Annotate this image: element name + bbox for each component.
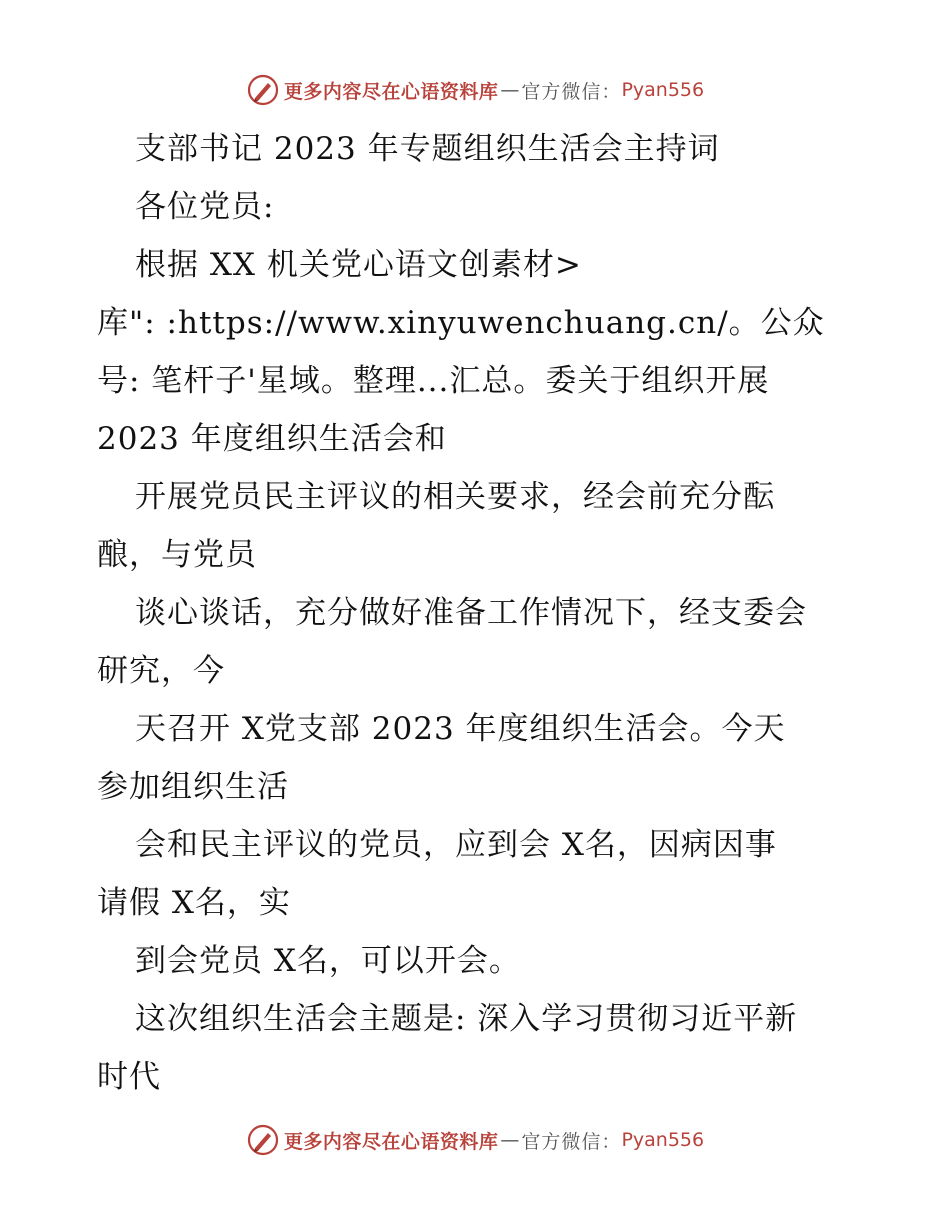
pen-logo-icon: [246, 1123, 280, 1157]
text-line: 库": :https://www.xinyuwenchuang.cn/。公众: [97, 305, 825, 341]
pen-logo-icon: [246, 73, 280, 107]
banner-dash: —: [500, 79, 520, 101]
text-line: 会和民主评议的党员，应到会 X名，因病因事: [135, 827, 777, 863]
banner-wechat-id: Pyan556: [621, 79, 705, 101]
banner-wechat-id: Pyan556: [621, 1129, 705, 1151]
text-line: 谈心谈话，充分做好准备工作情况下，经支委会: [135, 595, 807, 631]
document-body: [97, 120, 877, 1106]
text-line: 号: 笔杆子'星域。整理...汇总。委关于组织开展: [97, 363, 770, 399]
banner-title: 更多内容尽在心语资料库: [283, 1130, 499, 1153]
banner-wechat-label: 官方微信：: [521, 80, 622, 103]
banner-dash: —: [500, 1129, 520, 1151]
banner-title: 更多内容尽在心语资料库: [283, 80, 499, 103]
text-line: 研究，今: [97, 653, 225, 689]
text-line: 到会党员 X名，可以开会。: [135, 943, 521, 979]
text-line: 支部书记 2023 年专题组织生活会主持词: [135, 131, 720, 167]
text-line: 天召开 X党支部 2023 年度组织生活会。今天: [135, 711, 786, 747]
text-line: 2023 年度组织生活会和: [97, 421, 447, 457]
banner-wechat-label: 官方微信：: [521, 1130, 622, 1153]
text-line: 参加组织生活: [97, 769, 289, 805]
header-banner: [0, 72, 950, 108]
text-line: 开展党员民主评议的相关要求，经会前充分酝: [135, 479, 775, 515]
text-line: 酿，与党员: [97, 537, 257, 573]
text-line: 这次组织生活会主题是: 深入学习贯彻习近平新: [135, 1001, 798, 1037]
text-line: 请假 X名，实: [97, 885, 291, 921]
text-line: 时代: [97, 1059, 161, 1095]
text-line: 根据 XX 机关党心语文创素材>: [135, 247, 582, 283]
text-line: 各位党员:: [135, 189, 275, 225]
footer-banner: [0, 1122, 950, 1158]
